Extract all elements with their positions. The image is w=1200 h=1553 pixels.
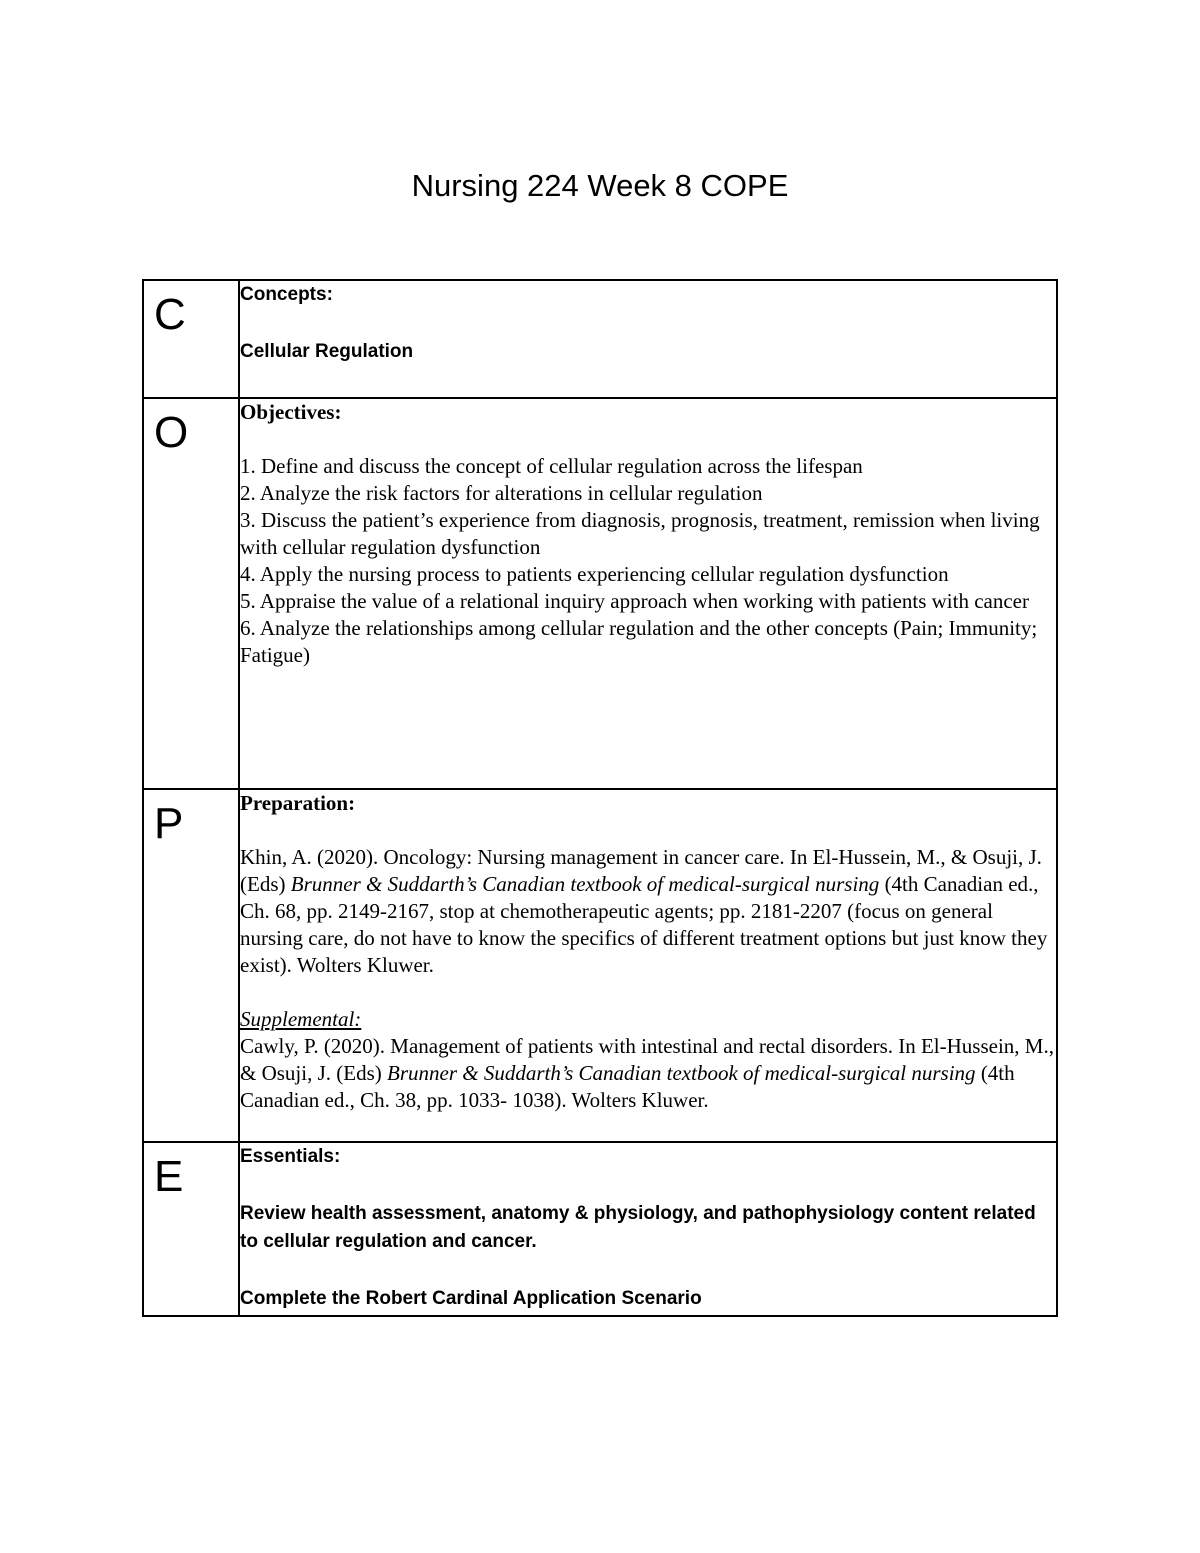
letter-cell-c	[143, 280, 239, 398]
letter-cell-o	[143, 398, 239, 789]
cope-table	[142, 279, 1058, 1317]
objectives-cell	[239, 398, 1057, 789]
concepts-body: Cellular Regulation	[240, 341, 414, 362]
reference-primary: Khin, A. (2020). Oncology: Nursing management in cancer care. In El-Hussein, M., & Osuji, J. (Eds) Brunner & Suddarth’s Canadian textbook of medical-surgical nursing (4th Canadian ed., Ch. 68, pp. 2149-2167, stop at chemotherapeutic agents; pp. 2181-2207 (focus on general nursing care, do not have to know the specifics of different treatment options but just know they exist). Wolters Kluwer.	[240, 845, 1048, 977]
objectives-list	[240, 453, 1056, 669]
letter-o: O	[154, 408, 189, 457]
objective-item: 2. Analyze the risk factors for alterations in cellular regulation	[240, 481, 763, 505]
row-objectives	[143, 398, 1057, 789]
letter-cell-p	[143, 789, 239, 1142]
objectives-heading: Objectives:	[240, 400, 342, 424]
essentials-cell	[239, 1142, 1057, 1316]
objective-item: 4. Apply the nursing process to patients experiencing cellular regulation dysfunction	[240, 562, 949, 586]
objective-item: 3. Discuss the patient’s experience from diagnosis, prognosis, treatment, remission when living with cellular regulation dysfunction	[240, 508, 1040, 559]
letter-c: C	[154, 290, 186, 339]
essentials-scenario: Complete the Robert Cardinal Application Scenario	[240, 1288, 702, 1309]
letter-e: E	[154, 1152, 184, 1201]
preparation-heading: Preparation:	[240, 791, 356, 815]
row-essentials	[143, 1142, 1057, 1316]
concepts-cell	[239, 280, 1057, 398]
book-title: Brunner & Suddarth’s Canadian textbook of medical-surgical nursing	[387, 1061, 976, 1085]
objective-item: 5. Appraise the value of a relational inquiry approach when working with patients with cancer	[240, 589, 1029, 613]
reference-supplemental: Cawly, P. (2020). Management of patients with intestinal and rectal disorders. In El-Hussein, M., & Osuji, J. (Eds) Brunner & Suddarth’s Canadian textbook of medical-surgical nursing (4th Canadian ed., Ch. 38, pp. 1033- 1038). Wolters Kluwer.	[240, 1034, 1054, 1112]
letter-cell-e	[143, 1142, 239, 1316]
objective-item: 1. Define and discuss the concept of cellular regulation across the lifespan	[240, 454, 863, 478]
essentials-heading: Essentials:	[240, 1146, 341, 1167]
letter-p: P	[154, 799, 184, 848]
row-preparation	[143, 789, 1057, 1142]
document-title: Nursing 224 Week 8 COPE	[411, 168, 789, 203]
concepts-heading: Concepts:	[240, 284, 333, 305]
objective-item: 6. Analyze the relationships among cellular regulation and the other concepts (Pain; Immunity; Fatigue)	[240, 616, 1038, 667]
book-title: Brunner & Suddarth’s Canadian textbook of medical-surgical nursing	[290, 872, 880, 896]
preparation-cell	[239, 789, 1057, 1142]
essentials-review: Review health assessment, anatomy & physiology, and pathophysiology content related to cellular regulation and cancer.	[240, 1203, 1036, 1252]
row-concepts	[143, 280, 1057, 398]
supplemental-label: Supplemental:	[240, 1007, 362, 1031]
